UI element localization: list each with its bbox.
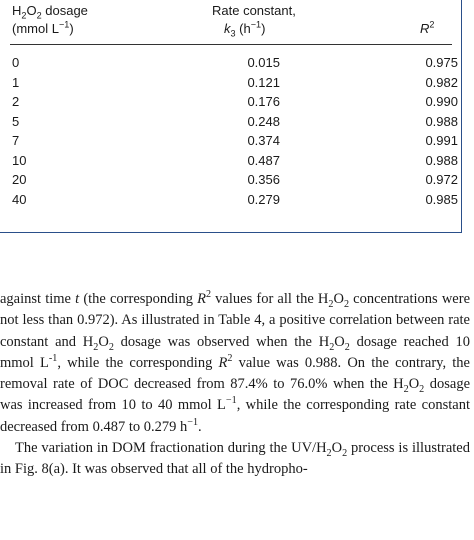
table-row: [0, 75, 462, 94]
table-row: [0, 153, 462, 172]
table-row: [0, 94, 462, 113]
cell-dosage: 2: [12, 94, 20, 109]
cell-r2: 0.972: [425, 172, 458, 187]
cell-r2: 0.990: [425, 94, 458, 109]
cell-r2: 0.988: [425, 113, 458, 129]
paragraph-dom-fractionation: The variation in DOM fractionation during the $UV/H_2O_2$ process is illustrated in Fig. 8(a). It was observed that all of the hydropho-: [0, 440, 470, 478]
cell-dosage: 7: [12, 133, 20, 148]
header-divider: [10, 44, 452, 45]
cell-r2: 0.975: [425, 55, 458, 70]
cell-k3: 0.121: [247, 74, 280, 90]
header-dosage: $H_2O_2$ dosage: [12, 3, 88, 21]
header-k3: $k_3$ $(h^{-1})$: [224, 19, 266, 39]
cell-k3: 0.374: [247, 133, 280, 148]
paragraph-rate-discussion: against time t (the corresponding $R^2$ values for all the $H_2O_2$ concentrations were not less than 0.972). As illustrated in Table 4, a positive correlation between rate constant and $H_2O_2$ dosage was observed when the $H_2O_2$ dosage reached 10 mmol $L^{-1}$, while the corresponding $R^2$ value was 0.988. On the contrary, the removal rate of DOC decreased from 87.4% to 76.0% when the $H_2O_2$ dosage was increased from 10 to 40 mmol $L^{-1}$, while the corresponding rate constant decreased from 0.487 to 0.279 $h^{-1}$.: [0, 289, 471, 435]
cell-r2: 0.988: [425, 152, 458, 168]
header-dosage-unit: (mmol $L^{-1}$): [12, 19, 74, 36]
table-row: [0, 55, 462, 74]
cell-r2: 0.985: [425, 191, 458, 207]
rate-constant-table: [0, 0, 462, 233]
cell-k3: 0.248: [247, 113, 280, 129]
table-row: [0, 133, 462, 152]
cell-dosage: 10: [12, 152, 27, 168]
cell-dosage: 5: [12, 113, 20, 129]
cell-k3: 0.487: [247, 152, 280, 168]
cell-k3: 0.015: [247, 55, 280, 70]
table-row: [0, 192, 462, 211]
header-r2: $R^2$: [420, 19, 435, 36]
cell-dosage: 0: [12, 55, 20, 70]
table-row: [0, 172, 462, 191]
cell-dosage: 40: [12, 191, 27, 207]
article-body: [0, 289, 470, 481]
cell-k3: 0.279: [247, 191, 280, 207]
cell-r2: 0.991: [425, 133, 458, 148]
cell-k3: 0.356: [247, 172, 280, 187]
cell-dosage: 1: [12, 74, 20, 90]
cell-dosage: 20: [12, 172, 27, 187]
cell-k3: 0.176: [247, 94, 280, 109]
header-rate-constant: Rate constant,: [212, 3, 296, 18]
table-row: [0, 114, 462, 133]
cell-r2: 0.982: [425, 74, 458, 90]
